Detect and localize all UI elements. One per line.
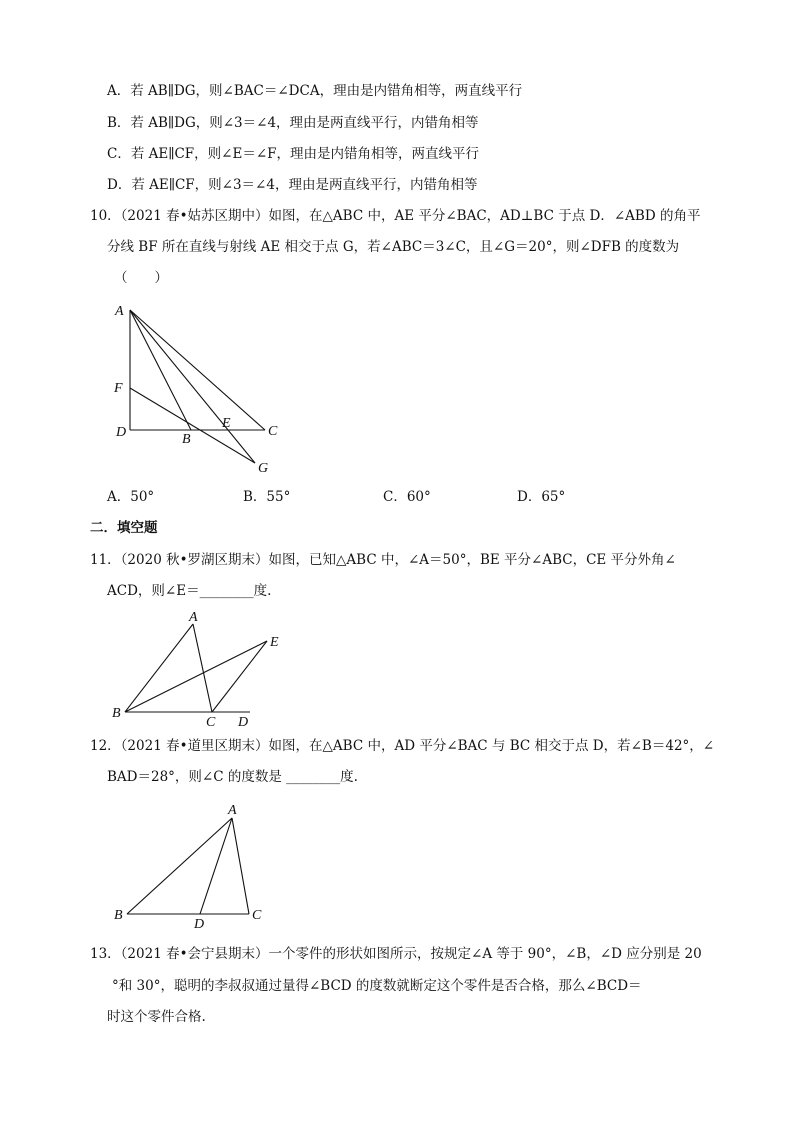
q9-option-d: D．若 AE∥CF，则∠3＝∠4，理由是两直线平行，内错角相等: [107, 177, 478, 193]
q11-label-b: B: [112, 706, 121, 721]
q9-option-b: B．若 AB∥DG，则∠3＝∠4，理由是两直线平行，内错角相等: [107, 115, 479, 131]
q12-label-a: A: [228, 803, 237, 818]
q10-label-d: D: [116, 425, 127, 440]
q12-label-b: B: [114, 908, 123, 923]
q12-figure: [105, 800, 275, 930]
q11-label-c: C: [206, 715, 216, 730]
q10-choice-b: B．55°: [243, 489, 291, 505]
q13-stem-line-3: 时这个零件合格.: [107, 1009, 206, 1025]
q10-label-g: G: [258, 461, 269, 476]
q10-label-c: C: [268, 424, 278, 439]
q10-label-e: E: [222, 416, 231, 431]
q11-label-a: A: [189, 610, 198, 625]
q10-stem-line-1: 10．（2021 春•姑苏区期中）如图，在△ABC 中，AE 平分∠BAC，AD⊥BC 于点 D．∠ABD 的角平: [90, 208, 701, 224]
q11-stem-line-1: 11．（2020 秋•罗湖区期末）如图，已知△ABC 中，∠A＝50°，BE 平分∠ABC，CE 平分外角∠: [90, 552, 676, 568]
q12-label-d: D: [194, 917, 205, 930]
q11-label-d: D: [238, 715, 249, 730]
q10-label-a: A: [115, 304, 124, 319]
q11-label-e: E: [270, 635, 279, 650]
q9-option-c: C．若 AE∥CF，则∠E＝∠F，理由是内错角相等，两直线平行: [107, 146, 480, 162]
q10-label-b: B: [182, 432, 191, 447]
q10-stem-line-3: （ ）: [114, 270, 168, 286]
q12-stem-line-2: BAD＝28°，则∠C 的度数是 ________度.: [107, 769, 358, 785]
q12-label-c: C: [252, 908, 262, 923]
q10-stem-line-2: 分线 BF 所在直线与射线 AE 相交于点 G，若∠ABC＝3∠C，且∠G＝20°，则∠DFB 的度数为: [107, 239, 680, 255]
q10-choice-a: A．50°: [107, 489, 155, 505]
q9-option-a: A．若 AB∥DG，则∠BAC＝∠DCA，理由是内错角相等，两直线平行: [107, 83, 523, 99]
section-heading: 二．填空题: [90, 520, 158, 536]
q10-choice-c: C．60°: [383, 489, 431, 505]
q10-figure: [105, 298, 285, 478]
q10-choice-d: D．65°: [517, 489, 566, 505]
q10-label-f: F: [114, 381, 123, 396]
q12-stem-line-1: 12．（2021 春•道里区期末）如图，在△ABC 中，AD 平分∠BAC 与 BC 相交于点 D，若∠B＝42°，∠: [90, 738, 715, 754]
q11-figure: [105, 606, 295, 731]
q13-stem-line-2: °和 30°，聪明的李叔叔通过量得∠BCD 的度数就断定这个零件是否合格，那么∠BCD＝: [112, 978, 642, 994]
q11-stem-line-2: ACD，则∠E＝________度.: [107, 583, 272, 599]
q13-stem-line-1: 13．（2021 春•会宁县期末）一个零件的形状如图所示，按规定∠A 等于 90°，∠B，∠D 应分别是 20: [90, 946, 702, 962]
